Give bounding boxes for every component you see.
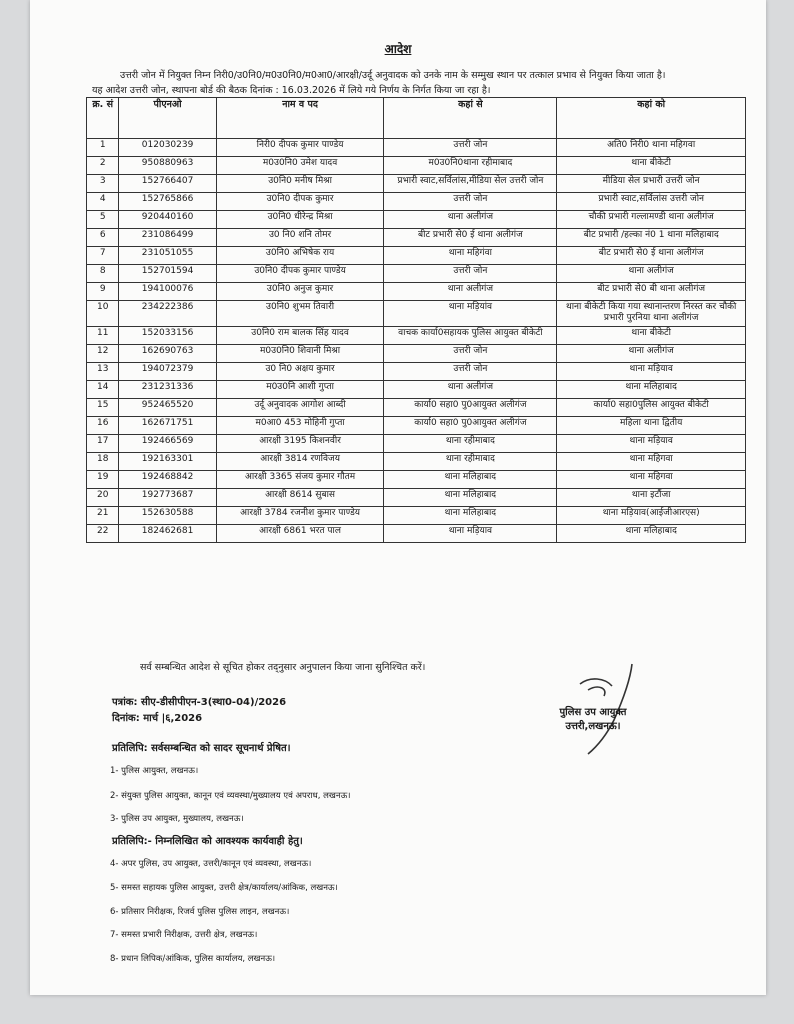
cell-serial: 6 <box>87 229 119 247</box>
cell-pno: 192468842 <box>119 470 216 488</box>
cell-from: थाना मलिहाबाद <box>384 506 557 524</box>
cell-to: थाना मलिहाबाद <box>557 380 746 398</box>
cell-pno: 162671751 <box>119 416 216 434</box>
table-row <box>87 139 746 157</box>
cell-pno: 950880963 <box>119 157 216 175</box>
table-row <box>87 434 746 452</box>
cell-name: उ0नि0 दीपक कुमार पाण्डेय <box>216 265 384 283</box>
cell-from: थाना अलीगंज <box>384 211 557 229</box>
table-body <box>87 139 746 543</box>
copy-item: 6- प्रतिसार निरीक्षक, रिजर्व पुलिस पुलिस लाइन, लखनऊ। <box>110 907 290 917</box>
table-row <box>87 326 746 344</box>
cell-serial: 11 <box>87 326 119 344</box>
cell-pno: 952465520 <box>119 398 216 416</box>
cell-name: उ0 नि0 शनि तोमर <box>216 229 384 247</box>
signatory-designation: पुलिस उप आयुक्त <box>559 707 627 718</box>
table-row <box>87 301 746 327</box>
cell-to: बीट प्रभारी से0 ई थाना अलीगंज <box>557 247 746 265</box>
cell-to: अति0 निरी0 थाना महिगवा <box>557 139 746 157</box>
cell-name: उ0नि0 अभिषेक राय <box>216 247 384 265</box>
table-row <box>87 247 746 265</box>
copy-heading-1: प्रतिलिपि: सर्वसम्बन्धित को सादर सूचनार्थ प्रेषित। <box>112 743 291 754</box>
intro-line-2: यह आदेश उत्तरी जोन, स्थापना बोर्ड की बैठक दिनांक : 16.03.2026 में लिये गये निर्णय के निर्गत किया जा रहा है। <box>92 85 491 96</box>
cell-from: प्रभारी स्वाट,सर्विलांस,मीडिया सेल उत्तरी जोन <box>384 175 557 193</box>
cell-from: थाना महिगंवा <box>384 247 557 265</box>
cell-pno: 194100076 <box>119 283 216 301</box>
table-row <box>87 380 746 398</box>
table-row <box>87 452 746 470</box>
cell-to: थाना बीकेटी किया गया स्थानान्तरण निरस्त कर चौकी प्रभारी पुरनिया थाना अलीगंज <box>557 301 746 327</box>
cell-to: बीट प्रभारी /हल्का नं0 1 थाना मलिहाबाद <box>557 229 746 247</box>
cell-from: थाना अलीगंज <box>384 283 557 301</box>
table-row <box>87 398 746 416</box>
cell-to: थाना महिगवा <box>557 470 746 488</box>
intro-line-1: उत्तरी जोन में नियुक्त निम्न निरी0/उ0नि0/म0उ0नि0/म0आ0/आरक्षी/उर्दू अनुवादक को उनके नाम के सम्मुख स्थान पर तत्काल प्रभाव से नियुक्त किया जाता है। <box>120 70 666 81</box>
cell-pno: 231231336 <box>119 380 216 398</box>
table-row <box>87 283 746 301</box>
cell-serial: 12 <box>87 344 119 362</box>
cell-to: थाना मलिहाबाद <box>557 524 746 542</box>
table-row <box>87 506 746 524</box>
cell-name: उ0नि0 धीरेन्द्र मिश्रा <box>216 211 384 229</box>
header-name: नाम व पद <box>216 98 384 139</box>
header-to: कहां को <box>557 98 746 139</box>
cell-pno: 192773687 <box>119 488 216 506</box>
cell-to: थाना महिगवा <box>557 452 746 470</box>
table-header-row <box>87 98 746 139</box>
cell-serial: 17 <box>87 434 119 452</box>
cell-name: आरक्षी 3195 किशनवीर <box>216 434 384 452</box>
cell-serial: 10 <box>87 301 119 327</box>
cell-name: उ0नि0 मनीष मिश्रा <box>216 175 384 193</box>
cell-to: थाना इटौंजा <box>557 488 746 506</box>
cell-name: उ0 नि0 अक्षय कुमार <box>216 362 384 380</box>
cell-serial: 13 <box>87 362 119 380</box>
cell-to: मीडिया सेल प्रभारी उत्तरी जोन <box>557 175 746 193</box>
document-page <box>30 0 766 995</box>
cell-to: प्रभारी स्वाट,सर्विलांस उत्तरी जोन <box>557 193 746 211</box>
cell-pno: 152033156 <box>119 326 216 344</box>
cell-name: आरक्षी 6861 भरत पाल <box>216 524 384 542</box>
table-row <box>87 265 746 283</box>
letter-number: पत्रांक: सीए-डीसीपीएन-3(स्था0-04)/2026 <box>112 697 287 708</box>
cell-pno: 234222386 <box>119 301 216 327</box>
cell-serial: 14 <box>87 380 119 398</box>
cell-name: उ0नि0 राम बालक सिंह यादव <box>216 326 384 344</box>
cell-from: उत्तरी जोन <box>384 362 557 380</box>
cell-serial: 22 <box>87 524 119 542</box>
cell-pno: 152701594 <box>119 265 216 283</box>
cell-from: वाचक कार्या0सहायक पुलिस आयुक्त बीकेटी <box>384 326 557 344</box>
cell-pno: 152766407 <box>119 175 216 193</box>
cell-from: उत्तरी जोन <box>384 265 557 283</box>
cell-to: बीट प्रभारी से0 बी थाना अलीगंज <box>557 283 746 301</box>
copy-item: 5- समस्त सहायक पुलिस आयुक्त, उत्तरी क्षेत्र/कार्यालय/आंकिक, लखनऊ। <box>110 883 338 893</box>
cell-serial: 1 <box>87 139 119 157</box>
cell-from: थाना रहीमाबाद <box>384 434 557 452</box>
cell-from: उत्तरी जोन <box>384 139 557 157</box>
cell-pno: 192163301 <box>119 452 216 470</box>
cell-from: थाना अलीगंज <box>384 380 557 398</box>
cell-name: आरक्षी 3784 रजनीश कुमार पाण्डेय <box>216 506 384 524</box>
copy-heading-2: प्रतिलिपि:- निम्नलिखित को आवश्यक कार्यवाही हेतु। <box>112 836 303 847</box>
cell-serial: 4 <box>87 193 119 211</box>
cell-serial: 9 <box>87 283 119 301</box>
cell-name: आरक्षी 8614 सुबास <box>216 488 384 506</box>
table-row <box>87 362 746 380</box>
cell-from: म0उ0नि0थाना रहीमाबाद <box>384 157 557 175</box>
cell-serial: 2 <box>87 157 119 175</box>
signatory-office: उत्तरी,लखनऊ। <box>565 721 621 732</box>
table-row <box>87 157 746 175</box>
copy-item: 7- समस्त प्रभारी निरीक्षक, उत्तरी क्षेत्र, लखनऊ। <box>110 930 258 940</box>
cell-serial: 3 <box>87 175 119 193</box>
copy-item: 1- पुलिस आयुक्त, लखनऊ। <box>110 766 199 776</box>
cell-name: म0आ0 453 मोहिनी गुप्ता <box>216 416 384 434</box>
table-row <box>87 193 746 211</box>
cell-name: म0उ0नि0 उमेश यादव <box>216 157 384 175</box>
cell-serial: 19 <box>87 470 119 488</box>
cell-from: थाना मड़ियाव <box>384 524 557 542</box>
signatory-block <box>538 704 648 732</box>
header-from: कहां से <box>384 98 557 139</box>
cell-from: उत्तरी जोन <box>384 344 557 362</box>
cell-serial: 16 <box>87 416 119 434</box>
cell-to: थाना अलीगंज <box>557 265 746 283</box>
cell-from: थाना रहीमाबाद <box>384 452 557 470</box>
cell-to: थाना बीकेटी <box>557 326 746 344</box>
cell-pno: 012030239 <box>119 139 216 157</box>
cell-serial: 15 <box>87 398 119 416</box>
cell-serial: 20 <box>87 488 119 506</box>
table-row <box>87 211 746 229</box>
cell-name: उ0नि0 शुभम तिवारी <box>216 301 384 327</box>
cell-serial: 7 <box>87 247 119 265</box>
cell-pno: 194072379 <box>119 362 216 380</box>
table-row <box>87 470 746 488</box>
table-row <box>87 344 746 362</box>
header-serial: क्र. सं <box>87 98 119 139</box>
cell-to: थाना बीकेटी <box>557 157 746 175</box>
cell-pno: 152765866 <box>119 193 216 211</box>
cell-name: म0उ0नि0 शिवानी मिश्रा <box>216 344 384 362</box>
cell-name: म0उ0नि आशी गुप्ता <box>216 380 384 398</box>
cell-name: उर्दू अनुवादक आगोश आब्दी <box>216 398 384 416</box>
copy-item: 2- संयुक्त पुलिस आयुक्त, कानून एवं व्यवस्था/मुख्यालय एवं अपराध, लखनऊ। <box>110 791 351 801</box>
closing-line: सर्व सम्बन्धित आदेश से सूचित होकर तद्नुसार अनुपालन किया जाना सुनिश्चित करें। <box>140 662 426 673</box>
cell-from: बीट प्रभारी से0 ई थाना अलीगंज <box>384 229 557 247</box>
header-pno: पीएनओ <box>119 98 216 139</box>
cell-name: उ0नि0 दीपक कुमार <box>216 193 384 211</box>
cell-name: निरी0 दीपक कुमार पाण्डेय <box>216 139 384 157</box>
cell-pno: 920440160 <box>119 211 216 229</box>
cell-to: थाना मड़ियाव(आईजीआरएस) <box>557 506 746 524</box>
cell-from: कार्या0 सहा0 पु0आयुक्त अलीगंज <box>384 416 557 434</box>
table-row <box>87 488 746 506</box>
cell-serial: 21 <box>87 506 119 524</box>
copy-item: 4- अपर पुलिस, उप आयुक्त, उत्तरी/कानून एवं व्यवस्था, लखनऊ। <box>110 859 312 869</box>
cell-name: उ0नि0 अनुज कुमार <box>216 283 384 301</box>
cell-pno: 192466569 <box>119 434 216 452</box>
table-row <box>87 524 746 542</box>
table-row <box>87 229 746 247</box>
cell-pno: 231051055 <box>119 247 216 265</box>
cell-from: कार्या0 सहा0 पु0आयुक्त अलीगंज <box>384 398 557 416</box>
cell-from: उत्तरी जोन <box>384 193 557 211</box>
cell-name: आरक्षी 3814 रणविजय <box>216 452 384 470</box>
cell-name: आरक्षी 3365 संजय कुमार गौतम <box>216 470 384 488</box>
cell-pno: 152630588 <box>119 506 216 524</box>
table-row <box>87 175 746 193</box>
cell-to: थाना अलीगंज <box>557 344 746 362</box>
cell-to: चौकी प्रभारी गल्लामण्डी थाना अलीगंज <box>557 211 746 229</box>
table-row <box>87 416 746 434</box>
cell-serial: 5 <box>87 211 119 229</box>
letter-date: दिनांक: मार्च |६,2026 <box>112 713 203 724</box>
cell-pno: 182462681 <box>119 524 216 542</box>
order-heading: आदेश <box>384 42 412 56</box>
copy-item: 8- प्रधान लिपिक/आंकिक, पुलिस कार्यालय, लखनऊ। <box>110 954 276 964</box>
cell-serial: 18 <box>87 452 119 470</box>
copy-item: 3- पुलिस उप आयुक्त, मुख्यालय, लखनऊ। <box>110 814 244 824</box>
cell-from: थाना मड़ियांव <box>384 301 557 327</box>
cell-pno: 231086499 <box>119 229 216 247</box>
cell-to: थाना मड़ियाव <box>557 362 746 380</box>
cell-serial: 8 <box>87 265 119 283</box>
cell-to: कार्या0 सहा0पुलिस आयुक्त बीकेटी <box>557 398 746 416</box>
cell-pno: 162690763 <box>119 344 216 362</box>
transfer-table <box>86 97 746 543</box>
cell-to: महिला थाना द्वितीय <box>557 416 746 434</box>
cell-to: थाना मड़ियाव <box>557 434 746 452</box>
cell-from: थाना मलिहाबाद <box>384 470 557 488</box>
cell-from: थाना मलिहाबाद <box>384 488 557 506</box>
